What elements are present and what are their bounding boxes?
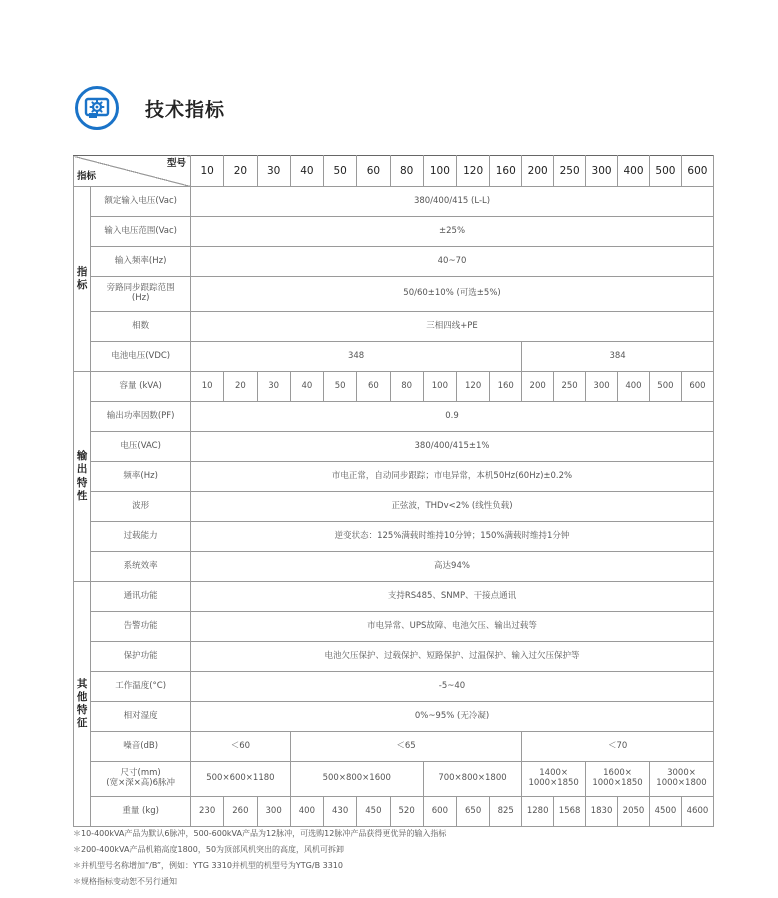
row-label: 频率(Hz) xyxy=(91,462,191,492)
value-cell: 市电正常，自动同步跟踪；市电异常，本机50Hz(60Hz)±0.2% xyxy=(191,462,714,492)
value-cell: 160 xyxy=(490,372,522,402)
value-cell: 650 xyxy=(457,797,490,827)
row-label: 旁路同步跟踪范围 (Hz) xyxy=(91,277,191,312)
value-cell: 0.9 xyxy=(191,402,714,432)
value-cell: 30 xyxy=(257,372,290,402)
section-label: 其他特征 xyxy=(74,582,91,827)
value-cell: 300 xyxy=(586,372,618,402)
value-cell: 1280 xyxy=(522,797,554,827)
row-label: 保护功能 xyxy=(91,642,191,672)
value-cell: ＜70 xyxy=(522,732,714,762)
row-label: 输入电压范围(Vac) xyxy=(91,217,191,247)
section-label: 指标 xyxy=(74,187,91,372)
model-header-cell: 80 xyxy=(390,156,423,187)
value-cell: 电池欠压保护、过载保护、短路保护、过温保护、输入过欠压保护等 xyxy=(191,642,714,672)
value-cell: 100 xyxy=(423,372,456,402)
value-cell: 1400× 1000×1850 xyxy=(522,762,586,797)
value-cell: ±25% xyxy=(191,217,714,247)
footnote: ＊规格指标变动恕不另行通知 xyxy=(73,877,177,886)
row-label: 电压(VAC) xyxy=(91,432,191,462)
row-label: 工作温度(°C) xyxy=(91,672,191,702)
model-header-cell: 400 xyxy=(618,156,650,187)
row-label: 过载能力 xyxy=(91,522,191,552)
row-label: 输出功率因数(PF) xyxy=(91,402,191,432)
table-row xyxy=(74,522,714,552)
value-cell: 825 xyxy=(490,797,522,827)
table-header-row xyxy=(74,156,714,187)
value-cell: ＜65 xyxy=(290,732,521,762)
row-label: 尺寸(mm) (宽×深×高)6脉冲 xyxy=(91,762,191,797)
row-label: 电池电压(VDC) xyxy=(91,342,191,372)
corner-cell xyxy=(74,156,191,187)
value-cell: 520 xyxy=(390,797,423,827)
value-cell: 2050 xyxy=(618,797,650,827)
model-header-cell: 40 xyxy=(290,156,323,187)
value-cell: 348 xyxy=(191,342,522,372)
row-label: 噪音(dB) xyxy=(91,732,191,762)
value-cell: 高达94% xyxy=(191,552,714,582)
value-cell: 1830 xyxy=(586,797,618,827)
value-cell: 三相四线+PE xyxy=(191,312,714,342)
model-header-cell: 100 xyxy=(423,156,456,187)
table-row xyxy=(74,372,714,402)
row-label: 相对湿度 xyxy=(91,702,191,732)
value-cell: 1600× 1000×1850 xyxy=(586,762,650,797)
table-row xyxy=(74,732,714,762)
model-header-cell: 500 xyxy=(649,156,681,187)
section-header xyxy=(75,83,225,133)
model-header-cell: 200 xyxy=(522,156,554,187)
value-cell: 120 xyxy=(457,372,490,402)
model-header-cell: 250 xyxy=(554,156,586,187)
value-cell: 400 xyxy=(618,372,650,402)
value-cell: 500×800×1600 xyxy=(290,762,423,797)
value-cell: 60 xyxy=(357,372,390,402)
model-header-cell: 600 xyxy=(681,156,713,187)
value-cell: 0%~95% (无冷凝) xyxy=(191,702,714,732)
model-header-cell: 30 xyxy=(257,156,290,187)
footnote: ＊200-400kVA产品机箱高度1800，50为顶部风机突出的高度，风机可拆卸 xyxy=(73,845,345,854)
value-cell: 380/400/415±1% xyxy=(191,432,714,462)
value-cell: -5~40 xyxy=(191,672,714,702)
value-cell: 260 xyxy=(224,797,257,827)
value-cell: 80 xyxy=(390,372,423,402)
spec-table xyxy=(73,155,714,827)
value-cell: 正弦波，THDv<2% (线性负载) xyxy=(191,492,714,522)
table-row xyxy=(74,277,714,312)
row-label: 波形 xyxy=(91,492,191,522)
value-cell: ＜60 xyxy=(191,732,291,762)
table-row xyxy=(74,187,714,217)
model-header-cell: 20 xyxy=(224,156,257,187)
row-label: 输入频率(Hz) xyxy=(91,247,191,277)
page-title: 技术指标 xyxy=(145,98,226,121)
table-row xyxy=(74,402,714,432)
table-row xyxy=(74,312,714,342)
value-cell: 500×600×1180 xyxy=(191,762,291,797)
value-cell: 50 xyxy=(324,372,357,402)
value-cell: 1568 xyxy=(554,797,586,827)
table-row xyxy=(74,432,714,462)
model-header-cell: 50 xyxy=(324,156,357,187)
value-cell: 600 xyxy=(423,797,456,827)
table-row xyxy=(74,672,714,702)
model-header-cell: 60 xyxy=(357,156,390,187)
value-cell: 40 xyxy=(290,372,323,402)
footnote: ＊并机型号名称增加“/B”，例如：YTG 3310并机型的机型号为YTG/B 3310 xyxy=(73,861,343,870)
row-label: 系统效率 xyxy=(91,552,191,582)
table-row xyxy=(74,702,714,732)
model-header-cell: 160 xyxy=(490,156,522,187)
value-cell: 300 xyxy=(257,797,290,827)
table-row xyxy=(74,462,714,492)
value-cell: 200 xyxy=(522,372,554,402)
table-row xyxy=(74,762,714,797)
section-label: 输出特性 xyxy=(74,372,91,582)
value-cell: 40~70 xyxy=(191,247,714,277)
value-cell: 3000× 1000×1800 xyxy=(649,762,713,797)
value-cell: 400 xyxy=(290,797,323,827)
value-cell: 450 xyxy=(357,797,390,827)
table-row xyxy=(74,552,714,582)
value-cell: 逆变状态：125%满载时维持10分钟；150%满载时维持1分钟 xyxy=(191,522,714,552)
value-cell: 230 xyxy=(191,797,224,827)
table-row xyxy=(74,642,714,672)
corner-model-label: 型号 xyxy=(167,158,187,169)
row-label: 额定输入电压(Vac) xyxy=(91,187,191,217)
row-label: 相数 xyxy=(91,312,191,342)
table-row xyxy=(74,217,714,247)
table-row xyxy=(74,492,714,522)
footnotes xyxy=(73,826,446,890)
table-row xyxy=(74,612,714,642)
value-cell: 50/60±10% (可选±5%) xyxy=(191,277,714,312)
value-cell: 250 xyxy=(554,372,586,402)
row-label: 告警功能 xyxy=(91,612,191,642)
table-row xyxy=(74,582,714,612)
value-cell: 384 xyxy=(522,342,714,372)
table-row xyxy=(74,342,714,372)
corner-index-label: 指标 xyxy=(77,171,97,183)
table-row xyxy=(74,247,714,277)
model-header-cell: 300 xyxy=(586,156,618,187)
value-cell: 10 xyxy=(191,372,224,402)
row-label: 重量 (kg) xyxy=(91,797,191,827)
value-cell: 380/400/415 (L-L) xyxy=(191,187,714,217)
value-cell: 4600 xyxy=(681,797,713,827)
table-row xyxy=(74,797,714,827)
value-cell: 600 xyxy=(681,372,713,402)
value-cell: 20 xyxy=(224,372,257,402)
footnote: ＊10-400kVA产品为默认6脉冲，500-600kVA产品为12脉冲，可选购12脉冲产品获得更优异的输入指标 xyxy=(73,829,447,838)
value-cell: 500 xyxy=(649,372,681,402)
settings-card-icon xyxy=(75,86,119,130)
row-label: 通讯功能 xyxy=(91,582,191,612)
value-cell: 市电异常、UPS故障、电池欠压、输出过载等 xyxy=(191,612,714,642)
value-cell: 430 xyxy=(324,797,357,827)
model-header-cell: 120 xyxy=(457,156,490,187)
row-label: 容量 (kVA) xyxy=(91,372,191,402)
value-cell: 700×800×1800 xyxy=(423,762,521,797)
model-header-cell: 10 xyxy=(191,156,224,187)
value-cell: 支持RS485、SNMP、干接点通讯 xyxy=(191,582,714,612)
value-cell: 4500 xyxy=(649,797,681,827)
